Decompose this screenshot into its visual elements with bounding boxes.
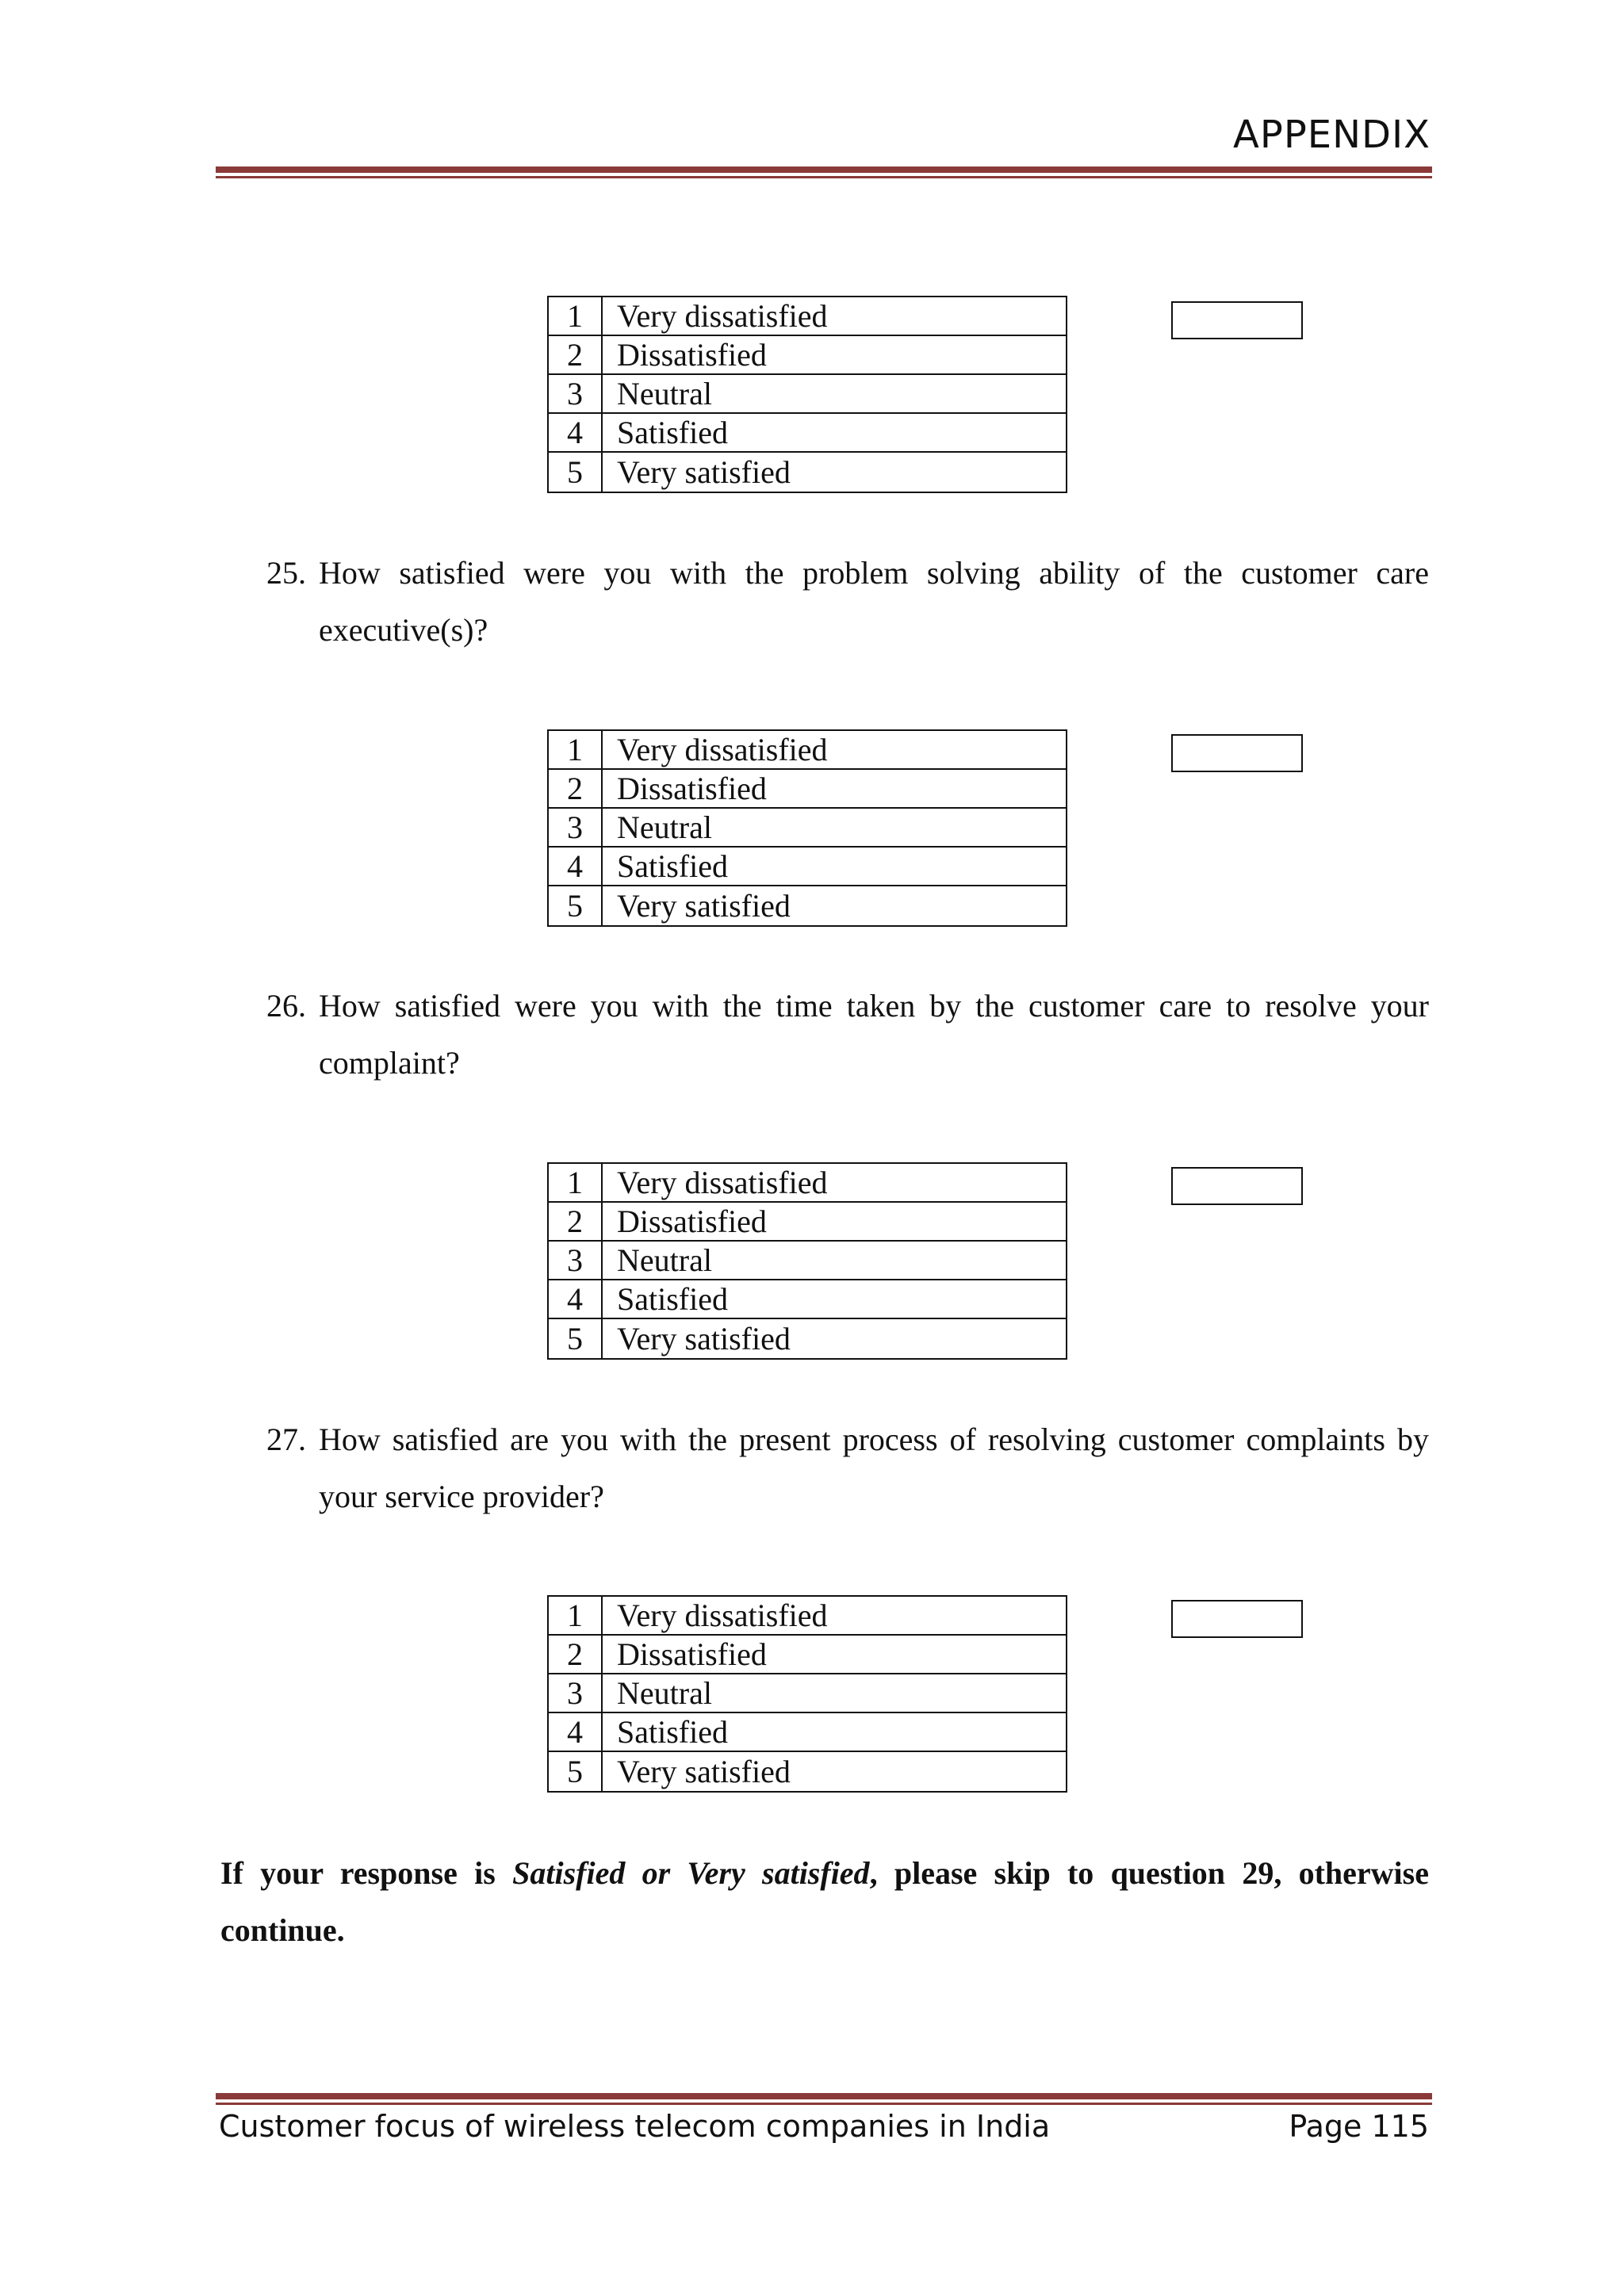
scale-label: Satisfied [602, 847, 1067, 886]
question-number: 25. [266, 555, 306, 591]
scale-number: 1 [548, 1163, 602, 1202]
scale-label: Neutral [602, 808, 1067, 847]
scale-table-q27 [547, 1595, 1067, 1793]
scale-row [548, 1163, 1067, 1202]
scale-number: 1 [548, 297, 602, 335]
scale-number: 2 [548, 335, 602, 374]
scale-label: Satisfied [602, 413, 1067, 452]
question-text: How satisfied are you with the present process of resolving customer complaints by your service provider? [319, 1422, 1429, 1514]
scale-number: 4 [548, 413, 602, 452]
scale-number: 5 [548, 1751, 602, 1792]
scale-label: Very satisfied [602, 1318, 1067, 1359]
scale-label: Very dissatisfied [602, 730, 1067, 769]
scale-table-q25 [547, 729, 1067, 927]
appendix-heading: APPENDIX [1233, 113, 1431, 157]
header-rule [216, 166, 1432, 178]
scale-table-q26 [547, 1162, 1067, 1360]
scale-label: Satisfied [602, 1712, 1067, 1751]
scale-row [548, 1596, 1067, 1635]
scale-number: 4 [548, 847, 602, 886]
scale-number: 5 [548, 886, 602, 926]
scale-number: 2 [548, 769, 602, 808]
scale-row [548, 1280, 1067, 1318]
scale-label: Very satisfied [602, 886, 1067, 926]
scale-label: Very dissatisfied [602, 1163, 1067, 1202]
scale-row [548, 335, 1067, 374]
question-26 [266, 978, 1429, 1092]
scale-label: Dissatisfied [602, 769, 1067, 808]
scale-row [548, 1635, 1067, 1674]
footer-document-title: Customer focus of wireless telecom companies in India [219, 2109, 1051, 2144]
scale-row [548, 1751, 1067, 1792]
scale-label: Neutral [602, 374, 1067, 413]
question-27 [266, 1411, 1429, 1525]
scale-label: Dissatisfied [602, 1202, 1067, 1241]
scale-label: Neutral [602, 1674, 1067, 1712]
answer-box-q26[interactable] [1171, 1167, 1303, 1205]
scale-number: 4 [548, 1280, 602, 1318]
scale-row [548, 1241, 1067, 1280]
scale-label: Neutral [602, 1241, 1067, 1280]
instruction-text: If your response is [220, 1855, 513, 1891]
footer-rule [216, 2093, 1432, 2105]
scale-row [548, 452, 1067, 492]
scale-number: 5 [548, 452, 602, 492]
scale-number: 5 [548, 1318, 602, 1359]
question-number: 26. [266, 988, 306, 1024]
scale-number: 3 [548, 808, 602, 847]
scale-row [548, 1318, 1067, 1359]
question-text: How satisfied were you with the problem solving ability of the customer care executive(s)? [319, 555, 1429, 648]
scale-number: 3 [548, 374, 602, 413]
page-number: Page 115 [1289, 2109, 1429, 2144]
scale-number: 3 [548, 1674, 602, 1712]
answer-box-q25[interactable] [1171, 734, 1303, 772]
scale-row [548, 1202, 1067, 1241]
instruction-emphasis: Satisfied or Very satisfied [512, 1855, 870, 1891]
scale-row [548, 730, 1067, 769]
scale-label: Very dissatisfied [602, 297, 1067, 335]
scale-number: 3 [548, 1241, 602, 1280]
scale-row [548, 374, 1067, 413]
skip-instruction [220, 1845, 1429, 1959]
scale-label: Dissatisfied [602, 1635, 1067, 1674]
instruction-text: , please skip to question 29, otherwise continue. [220, 1855, 1429, 1948]
scale-number: 1 [548, 730, 602, 769]
answer-box-q27[interactable] [1171, 1600, 1303, 1638]
scale-label: Satisfied [602, 1280, 1067, 1318]
scale-number: 2 [548, 1635, 602, 1674]
scale-row [548, 847, 1067, 886]
scale-label: Very dissatisfied [602, 1596, 1067, 1635]
scale-row [548, 769, 1067, 808]
scale-label: Very satisfied [602, 1751, 1067, 1792]
scale-number: 4 [548, 1712, 602, 1751]
scale-label: Dissatisfied [602, 335, 1067, 374]
scale-table-q24 [547, 296, 1067, 493]
scale-row [548, 297, 1067, 335]
scale-row [548, 1712, 1067, 1751]
scale-row [548, 413, 1067, 452]
answer-box-q24[interactable] [1171, 301, 1303, 339]
scale-label: Very satisfied [602, 452, 1067, 492]
question-25 [266, 545, 1429, 659]
scale-number: 1 [548, 1596, 602, 1635]
question-number: 27. [266, 1422, 306, 1457]
scale-number: 2 [548, 1202, 602, 1241]
scale-row [548, 808, 1067, 847]
question-text: How satisfied were you with the time taken by the customer care to resolve your complaint? [319, 988, 1429, 1081]
scale-row [548, 1674, 1067, 1712]
scale-row [548, 886, 1067, 926]
